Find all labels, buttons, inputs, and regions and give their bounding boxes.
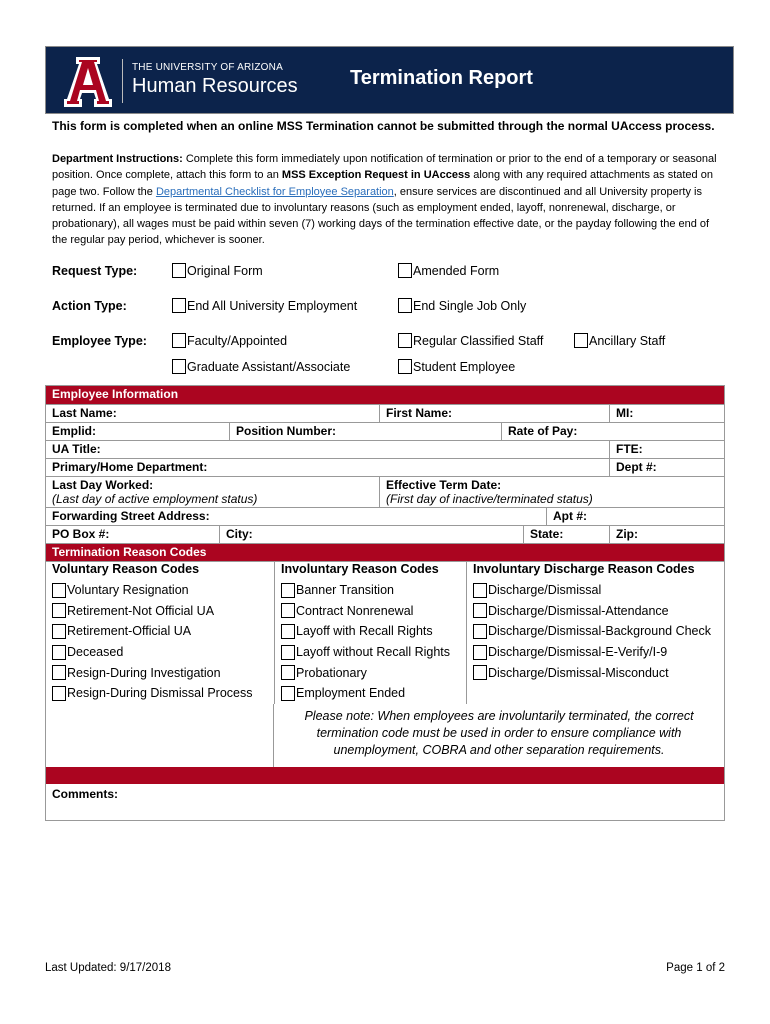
option-label: Contract Nonrenewal [296,603,414,618]
option-label: End All University Employment [187,298,358,313]
checkbox[interactable] [52,645,66,660]
first-name-field[interactable]: First Name: [379,405,609,422]
voluntary-column [46,562,274,704]
involuntary-note: Please note: When employees are involuntarily terminated, the correct termination code must be used in order to ensure compliance with unemployment, COBRA and other separation requirements. [304,708,694,757]
column-title: Involuntary Discharge Reason Codes [473,562,695,576]
reason-code-option[interactable] [52,662,268,683]
last-day-field[interactable] [46,477,379,507]
involuntary-column [274,562,466,704]
page-number: Page 1 of 2 [666,962,725,974]
checkbox[interactable] [172,263,186,278]
option-label: Banner Transition [296,583,394,598]
checkbox[interactable] [281,583,295,598]
last-name-field[interactable]: Last Name: [52,406,117,420]
checkbox[interactable] [281,665,295,680]
option-label: Ancillary Staff [589,333,666,348]
university-name: THE UNIVERSITY OF ARIZONA [132,62,283,73]
option-label: Discharge/Dismissal [488,583,602,598]
note-row [46,704,724,767]
option-label: Discharge/Dismissal-Attendance [488,603,669,618]
university-logo-icon [62,55,114,107]
action-type-label: Action Type: [52,299,127,313]
checkbox[interactable] [473,583,487,598]
last-day-note: (Last day of active employment status) [52,492,258,506]
effective-date-note: (First day of inactive/terminated status) [386,492,593,506]
instructions-bold: MSS Exception Request in UAccess [281,169,471,182]
form-subtitle: This form is completed when an online MSS Termination cannot be submitted through the normal UAccess process. [52,119,715,133]
dept-number-field[interactable]: Dept #: [609,459,724,476]
reason-code-option[interactable] [52,683,268,704]
option-label: Resign-During Investigation [67,665,221,680]
checkbox[interactable] [172,298,186,313]
option-label: Retirement-Not Official UA [67,603,215,618]
checkbox-original-form[interactable] [172,263,263,278]
option-label: Regular Classified Staff [413,333,544,348]
checkbox[interactable] [52,603,66,618]
checkbox-classified[interactable] [398,333,543,348]
checkbox[interactable] [398,263,412,278]
department-field[interactable]: Primary/Home Department: [52,460,208,474]
blank-cell [46,704,274,767]
checkbox[interactable] [281,686,295,701]
checkbox[interactable] [473,624,487,639]
checkbox[interactable] [172,359,186,374]
reason-code-option[interactable] [281,621,460,642]
option-label: Employment Ended [296,686,406,701]
emplid-field[interactable]: Emplid: [52,424,96,438]
checkbox-end-all[interactable] [172,298,357,313]
section-header: Employee Information [46,386,724,404]
department-name: Human Resources [132,75,298,97]
section-header: Termination Reason Codes [46,543,724,561]
option-label: Original Form [187,263,263,278]
reason-code-option[interactable] [52,580,268,601]
checkbox[interactable] [473,665,487,680]
po-box-field[interactable]: PO Box #: [52,527,110,541]
reason-code-option[interactable] [281,601,460,622]
option-label: Voluntary Resignation [67,583,189,598]
instructions-text: Complete this form immediately upon notification of termination or prior to the end of a temporary or seasonal position. Once complete, attach this form to an [52,153,717,182]
option-label: End Single Job Only [413,298,527,313]
reason-codes [46,561,724,704]
option-label: Faculty/Appointed [187,333,288,348]
mi-field[interactable]: MI: [609,405,724,422]
checkbox[interactable] [52,665,66,680]
checkbox[interactable] [172,333,186,348]
reason-code-option[interactable] [473,662,718,683]
last-updated: Last Updated: 9/17/2018 [45,962,171,974]
option-label: Discharge/Dismissal-E-Verify/I-9 [488,645,668,660]
checkbox-graduate[interactable] [172,359,350,374]
reason-code-option[interactable] [473,580,718,601]
checkbox[interactable] [398,298,412,313]
checkbox-student[interactable] [398,359,515,374]
reason-code-option[interactable] [52,601,268,622]
checkbox-end-single[interactable] [398,298,526,313]
address-field[interactable]: Forwarding Street Address: [52,509,210,523]
effective-date-label: Effective Term Date: [386,478,502,492]
option-label: Discharge/Dismissal-Background Check [488,624,711,639]
option-label: Graduate Assistant/Associate [187,359,351,374]
option-label: Resign-During Dismissal Process [67,686,253,701]
checkbox[interactable] [52,686,66,701]
comments-field[interactable]: Comments: [52,786,119,801]
header-banner [45,46,734,114]
ua-title-field[interactable]: UA Title: [52,442,101,456]
checkbox-faculty[interactable] [172,333,287,348]
reason-code-option[interactable] [52,642,268,663]
checkbox[interactable] [473,603,487,618]
employee-type-label: Employee Type: [52,334,147,348]
option-label: Layoff with Recall Rights [296,624,433,639]
option-label: Discharge/Dismissal-Misconduct [488,665,669,680]
checkbox-ancillary[interactable] [574,333,665,348]
page-title: Termination Report [350,67,533,89]
position-number-field[interactable]: Position Number: [229,423,501,440]
last-day-label: Last Day Worked: [52,478,154,492]
column-title: Involuntary Reason Codes [281,562,439,576]
reason-code-option[interactable] [281,642,460,663]
checkbox[interactable] [52,583,66,598]
discharge-column [466,562,724,704]
checkbox[interactable] [281,645,295,660]
checkbox[interactable] [473,645,487,660]
reason-code-option[interactable] [52,621,268,642]
option-label: Deceased [67,645,124,660]
option-label: Amended Form [413,263,500,278]
reason-code-option[interactable] [473,601,718,622]
checkbox[interactable] [52,624,66,639]
reason-code-option[interactable] [473,642,718,663]
reason-code-option[interactable] [281,580,460,601]
rate-of-pay-field[interactable]: Rate of Pay: [501,423,724,440]
checkbox[interactable] [281,624,295,639]
reason-code-option[interactable] [281,683,460,704]
instructions-text: , ensure services are discontinued and all University property is returned. If an employee is terminated due to involuntary reasons (such as employment ended, layoff, nonrenewal, discharge, or probationary), all wages must be paid within seven (7) working days of the termination effective date, or the payday following the end of the regular pay period, whichever is sooner. [52,185,710,247]
option-label: Layoff without Recall Rights [296,645,451,660]
divider [122,59,123,103]
checklist-link[interactable]: Departmental Checklist for Employee Separation [155,185,394,198]
checkbox[interactable] [281,603,295,618]
effective-date-field[interactable] [379,477,724,507]
apt-field[interactable]: Apt #: [546,508,724,525]
city-field[interactable]: City: [219,526,523,543]
department-instructions [52,151,724,249]
reason-code-option[interactable] [473,621,718,642]
fte-field[interactable]: FTE: [609,441,724,458]
employee-form-table [45,385,725,821]
checkbox[interactable] [574,333,588,348]
request-type-label: Request Type: [52,264,138,278]
checkbox[interactable] [398,333,412,348]
column-title: Voluntary Reason Codes [52,562,200,576]
checkbox-amended-form[interactable] [398,263,499,278]
zip-field[interactable]: Zip: [609,526,724,543]
instructions-label: Department Instructions: [52,153,183,165]
instructions-text: along with any required attachments as stated on page two. Follow the [52,169,713,198]
option-label: Student Employee [413,359,516,374]
option-label: Retirement-Official UA [67,624,192,639]
option-label: Probationary [296,665,367,680]
checkbox[interactable] [398,359,412,374]
state-field[interactable]: State: [523,526,609,543]
section-divider [46,767,724,784]
reason-code-option[interactable] [281,662,460,683]
